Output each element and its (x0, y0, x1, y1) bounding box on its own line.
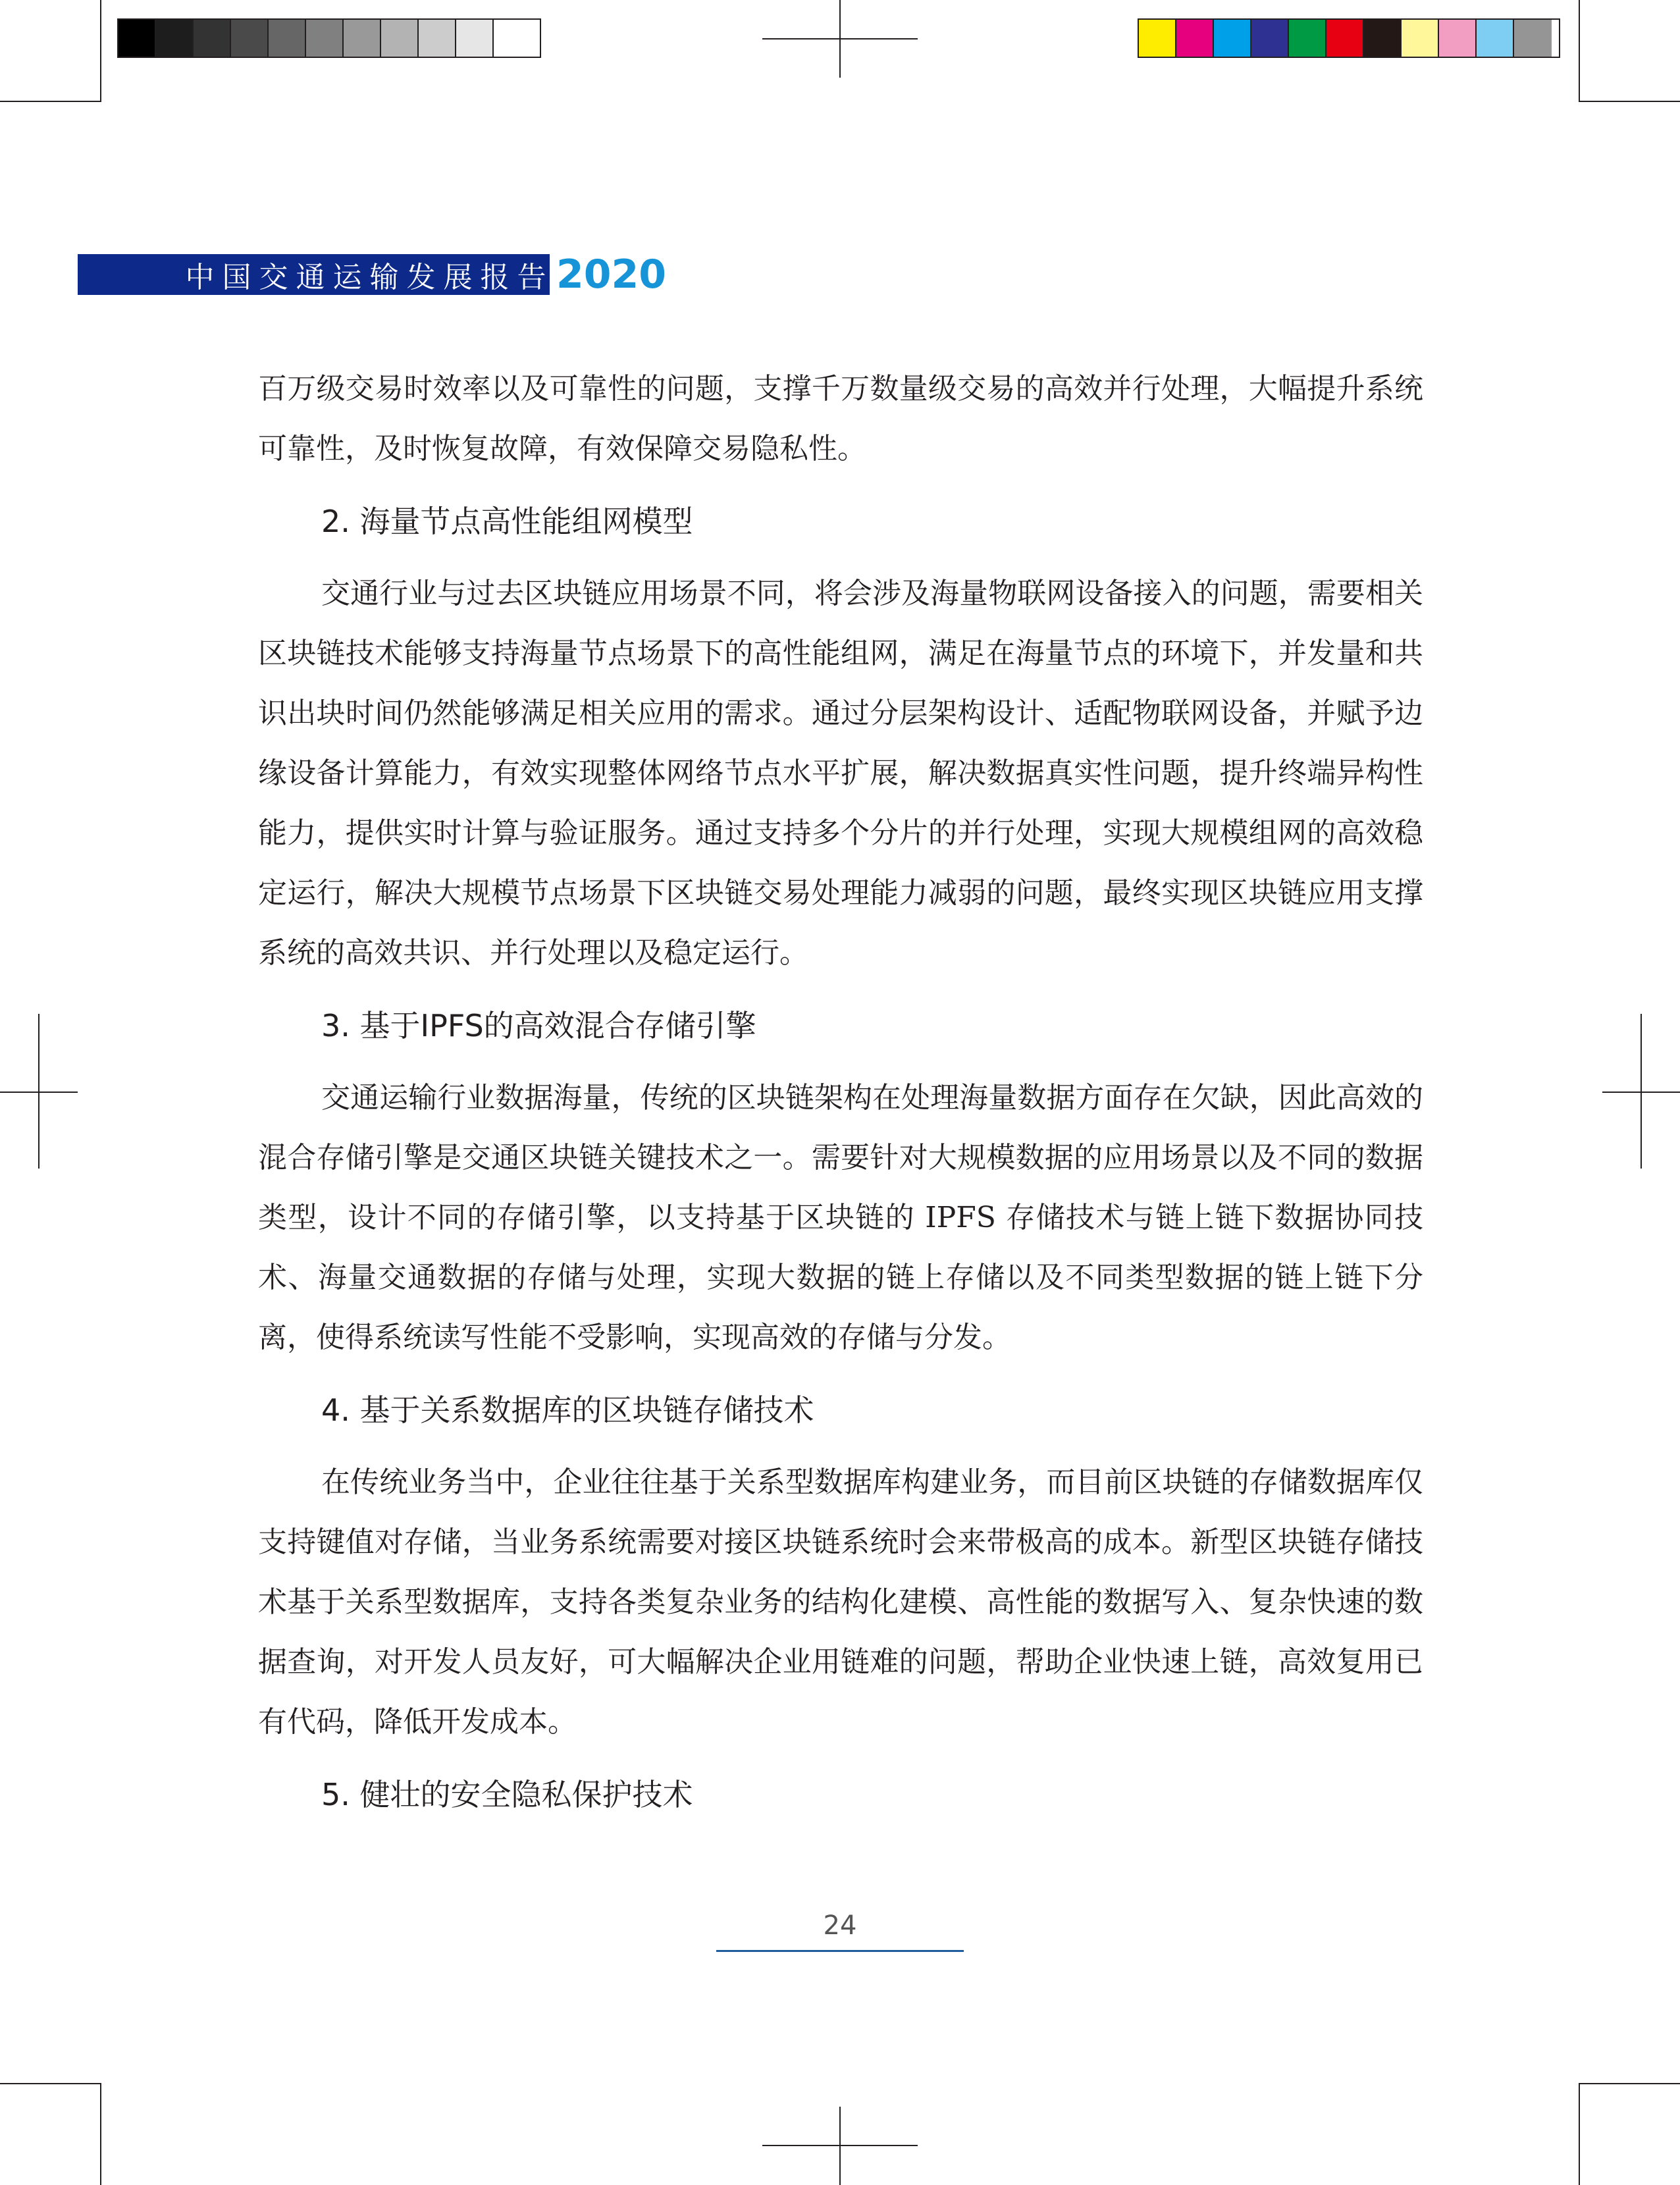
paragraph: 在传统业务当中，企业往往基于关系型数据库构建业务，而目前区块链的存储数据库仅支持键值对存储，当业务系统需要对接区块链系统时会来带极高的成本。新型区块链存储技术基于关系型数据库，支持各类复杂业务的结构化建模、高性能的数据写入、复杂快速的数据查询，对开发人员友好，可大幅解决企业用链难的问题，帮助企业快速上链，高效复用已有代码，降低开发成本。 (258, 1465, 1423, 1739)
color-swatch-11 (1514, 20, 1552, 57)
gray-swatch-9 (419, 20, 456, 57)
gray-swatch-7 (344, 20, 381, 57)
gray-swatch-8 (381, 20, 419, 57)
registration-mark (0, 1092, 78, 1093)
page-body (258, 359, 1423, 1837)
crop-mark (1579, 101, 1680, 102)
crop-mark (0, 2083, 100, 2084)
registration-mark (1602, 1092, 1680, 1093)
color-swatch-3 (1214, 20, 1251, 57)
registration-mark (762, 2145, 918, 2146)
crop-mark (1579, 0, 1580, 102)
process-color-bar (1138, 18, 1560, 58)
section-heading: 4. 基于关系数据库的区块链存储技术 (321, 1392, 814, 1428)
gray-swatch-6 (306, 20, 344, 57)
color-swatch-5 (1289, 20, 1326, 57)
gray-swatch-11 (494, 20, 531, 57)
section-heading: 5. 健壮的安全隐私保护技术 (321, 1777, 693, 1812)
crop-mark (0, 101, 100, 102)
gray-swatch-3 (194, 20, 231, 57)
color-swatch-2 (1176, 20, 1214, 57)
header-band (78, 254, 554, 295)
color-swatch-9 (1439, 20, 1477, 57)
grayscale-color-bar (117, 18, 541, 58)
paragraph: 交通行业与过去区块链应用场景不同，将会涉及海量物联网设备接入的问题，需要相关区块链技术能够支持海量节点场景下的高性能组网，满足在海量节点的环境下，并发量和共识出块时间仍然能够满足相关应用的需求。通过分层架构设计、适配物联网设备，并赋予边缘设备计算能力，有效实现整体网络节点水平扩展，解决数据真实性问题，提升终端异构性能力，提供实时计算与验证服务。通过支持多个分片的并行处理，实现大规模组网的高效稳定运行，解决大规模节点场景下区块链交易处理能力减弱的问题，最终实现区块链应用支撑系统的高效共识、并行处理以及稳定运行。 (258, 577, 1423, 970)
color-swatch-7 (1364, 20, 1402, 57)
report-year: 2020 (556, 251, 666, 298)
crop-mark (1579, 2083, 1580, 2185)
gray-swatch-1 (118, 20, 156, 57)
gray-swatch-4 (231, 20, 269, 57)
gray-swatch-10 (456, 20, 494, 57)
gray-swatch-5 (269, 20, 306, 57)
paragraph: 百万级交易时效率以及可靠性的问题，支撑千万数量级交易的高效并行处理，大幅提升系统可靠性，及时恢复故障，有效保障交易隐私性。 (258, 372, 1423, 465)
color-swatch-1 (1139, 20, 1176, 57)
crop-mark (1579, 2083, 1680, 2084)
page-number-underline (716, 1950, 964, 1952)
color-swatch-4 (1251, 20, 1289, 57)
color-swatch-10 (1477, 20, 1514, 57)
crop-mark (100, 0, 101, 102)
section-heading: 2. 海量节点高性能组网模型 (321, 504, 693, 539)
crop-mark (100, 2083, 101, 2185)
color-swatch-6 (1326, 20, 1364, 57)
gray-swatch-2 (156, 20, 194, 57)
color-swatch-8 (1402, 20, 1439, 57)
paragraph: 交通运输行业数据海量，传统的区块链架构在处理海量数据方面存在欠缺，因此高效的混合存储引擎是交通区块链关键技术之一。需要针对大规模数据的应用场景以及不同的数据类型，设计不同的存储引擎，以支持基于区块链的 IPFS 存储技术与链上链下数据协同技术、海量交通数据的存储与处理，实现大数据的链上存储以及不同类型数据的链上链下分离，使得系统读写性能不受影响，实现高效的存储与分发。 (258, 1081, 1423, 1354)
page-number: 24 (823, 1910, 857, 1941)
registration-mark (762, 38, 918, 39)
report-title: 中国交通运输发展报告 (185, 261, 554, 294)
section-heading: 3. 基于IPFS的高效混合存储引擎 (321, 1008, 756, 1043)
